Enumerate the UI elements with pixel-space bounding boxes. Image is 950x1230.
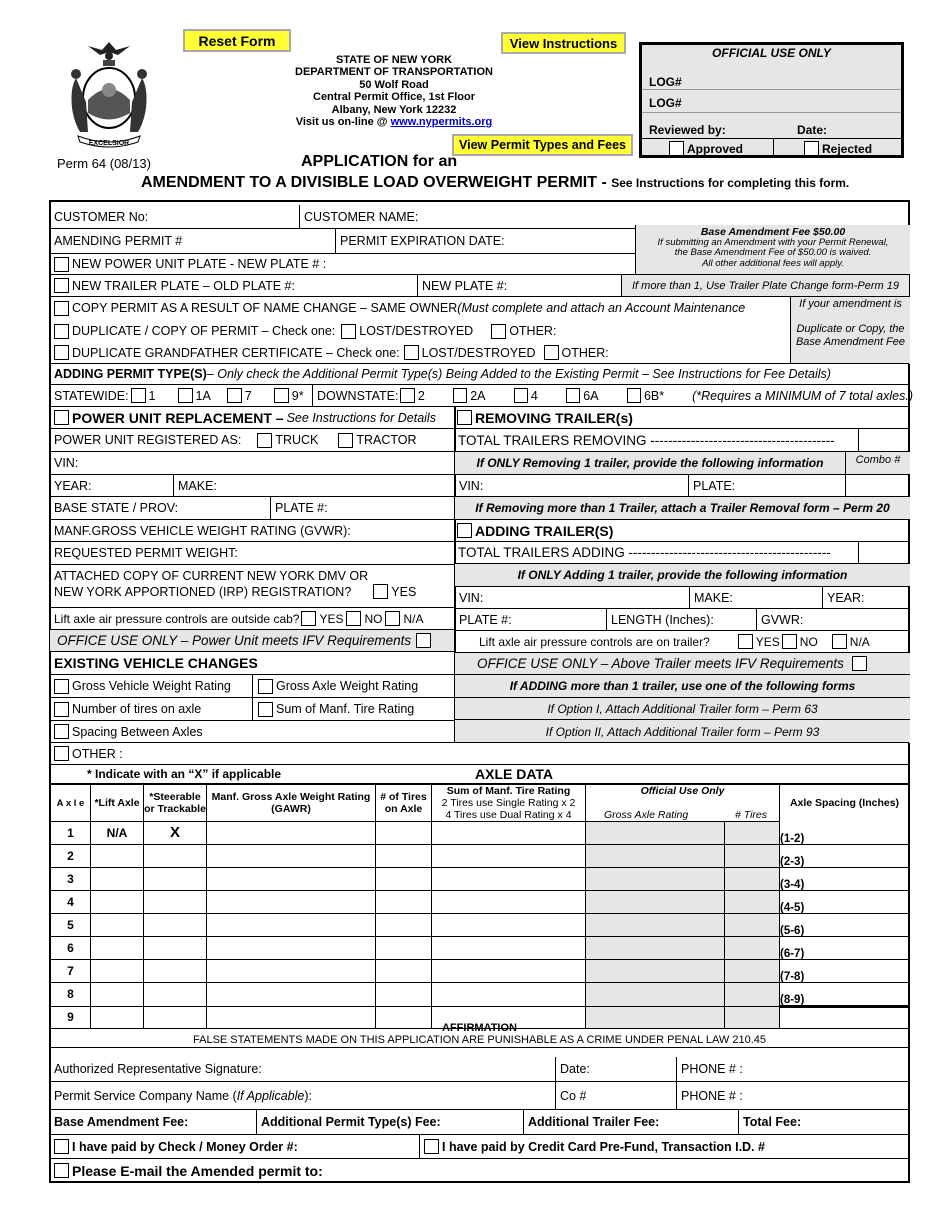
credit-card-checkbox[interactable] [424, 1139, 439, 1154]
tire-rating-cell[interactable] [432, 844, 586, 867]
tires-cell[interactable] [376, 844, 432, 867]
axle-number: 7 [51, 959, 91, 982]
lift-axle-cell[interactable]: N/A [91, 822, 144, 845]
axle-number: 4 [51, 890, 91, 913]
existing-row-2: Number of tires on axle Sum of Manf. Tire Rating [50, 698, 454, 721]
combo-field[interactable] [845, 475, 910, 497]
trailer-fee-field[interactable]: Additional Trailer Fee: [528, 1115, 660, 1129]
power-unit-year-field[interactable]: YEAR: [54, 478, 92, 493]
axle-row [51, 959, 910, 982]
cab-yes-checkbox[interactable] [301, 611, 316, 626]
power-unit-plate-field[interactable]: PLATE #: [275, 501, 328, 515]
statewide-7-checkbox[interactable] [227, 388, 242, 403]
axle-spacing-cell[interactable]: (2-3) [780, 844, 910, 867]
customer-name-field[interactable]: CUSTOMER NAME: [304, 209, 419, 224]
gawr-cell[interactable] [207, 982, 376, 1006]
statewide-9-checkbox[interactable] [274, 388, 289, 403]
customer-no-field[interactable]: CUSTOMER No: [54, 209, 149, 224]
existing-other-row: OTHER : [50, 743, 909, 765]
signature-field[interactable]: Authorized Representative Signature: [54, 1062, 262, 1076]
official-gross-cell[interactable] [586, 959, 725, 982]
grandfather-row: DUPLICATE GRANDFATHER CERTIFICATE – Check one: LOST/DESTROYED OTHER: [50, 342, 909, 364]
axle-number: 1 [51, 822, 91, 845]
payment-row: I have paid by Check / Money Order #: I have paid by Credit Card Pre-Fund, Transaction I.D. # [50, 1135, 909, 1159]
adding-gvwr-field[interactable]: GVWR: [761, 612, 804, 627]
trailer-plate-row: NEW TRAILER PLATE – OLD PLATE #: NEW PLATE #: If more than 1, Use Trailer Plate Change form-Perm 19 [50, 275, 909, 297]
gawr-cell[interactable] [207, 959, 376, 982]
official-gross-cell[interactable] [586, 936, 725, 959]
registered-as-row: POWER UNIT REGISTERED AS: TRUCK TRACTOR [50, 429, 454, 452]
official-gross-cell[interactable] [586, 982, 725, 1006]
axle-number: 6 [51, 936, 91, 959]
option2-note: If Option II, Attach Additional Trailer form – Perm 93 [455, 720, 910, 743]
axle-row [51, 982, 910, 1006]
axle-number: 9 [51, 1006, 91, 1028]
official-tires-cell[interactable] [725, 844, 780, 867]
official-tires-cell[interactable] [725, 959, 780, 982]
official-gross-cell[interactable] [586, 867, 725, 890]
duplicate-row: DUPLICATE / COPY OF PERMIT – Check one: LOST/DESTROYED OTHER: [50, 320, 790, 342]
base-fee-field[interactable]: Base Amendment Fee: [54, 1115, 189, 1129]
axle-spacing-cell[interactable]: (4-5) [780, 890, 910, 913]
lift-axle-cab-row: Lift axle air pressure controls are outside cab? YES NO N/A [50, 608, 454, 630]
existing-sum-checkbox[interactable] [258, 702, 273, 717]
steerable-cell[interactable] [144, 959, 207, 982]
axle-row [51, 913, 910, 936]
date-field[interactable]: Date: [560, 1062, 590, 1076]
official-tires-cell[interactable] [725, 936, 780, 959]
steerable-cell[interactable] [144, 867, 207, 890]
gawr-cell[interactable] [207, 867, 376, 890]
lift-axle-cell[interactable] [91, 959, 144, 982]
tire-rating-cell[interactable] [432, 959, 586, 982]
trailer-office-use: OFFICE USE ONLY – Above Trailer meets IFV Requirements [455, 653, 910, 675]
official-tires-cell[interactable] [725, 982, 780, 1006]
official-gross-cell[interactable] [586, 844, 725, 867]
email-checkbox[interactable] [54, 1163, 69, 1178]
new-plate-field[interactable]: NEW PLATE #: [422, 278, 508, 293]
view-instructions-button[interactable]: View Instructions [501, 32, 626, 54]
adding-plate-field[interactable]: PLATE #: [459, 612, 512, 627]
website-link[interactable]: www.nypermits.org [390, 116, 493, 129]
grandfather-other-checkbox[interactable] [544, 345, 559, 360]
existing-gawr-checkbox[interactable] [258, 679, 273, 694]
power-unit-ifv-checkbox[interactable] [416, 633, 431, 648]
signature-row [50, 1057, 909, 1082]
total-removing-field[interactable]: TOTAL TRAILERS REMOVING ----------------------------------------- [455, 429, 910, 452]
name-change-checkbox[interactable] [54, 301, 69, 316]
adding-more-note: If ADDING more than 1 trailer, use one of the following forms [455, 675, 910, 698]
duplicate-checkbox[interactable] [54, 324, 69, 339]
dmv-registration-row: ATTACHED COPY OF CURRENT NEW YORK DMV OR NEW YORK APPORTIONED (IRP) REGISTRATION? YES [50, 565, 454, 608]
duplicate-lost-checkbox[interactable] [341, 324, 356, 339]
adding-permit-types-heading: ADDING PERMIT TYPE(S) – Only check the Additional Permit Type(s) Being Added to the Existing Permit – See Instructions for Fee Details) [50, 364, 909, 385]
trailer-lift-yes-checkbox[interactable] [738, 634, 753, 649]
option1-note: If Option I, Attach Additional Trailer form – Perm 63 [455, 698, 910, 720]
tires-cell[interactable] [376, 822, 432, 845]
axle-spacing-cell[interactable]: (3-4) [780, 867, 910, 890]
trailer-lift-na-checkbox[interactable] [832, 634, 847, 649]
trailer-lift-no-checkbox[interactable] [782, 634, 797, 649]
tire-rating-cell[interactable] [432, 867, 586, 890]
axle-spacing-cell[interactable]: (1-2) [780, 822, 910, 845]
official-gross-cell[interactable] [586, 913, 725, 936]
total-fee-field[interactable]: Total Fee: [743, 1115, 802, 1129]
axle-data-table: A x l e *Lift Axle *Steerable or Trackable Manf. Gross Axle Weight Rating (GAWR) # of Tires on Axle Sum of Manf. Tire Rating 2 Tires use Single Rating x 2 4 Tires use Dual Rating x 4 Official Use Only Gross Axle Rating # Tires Axle Spacing (Inches) 1 N/A X (1-2) 2 (2-3) 3 (3-4) 4 (4-5) 5 (5-6) 6 (6-7) 7 (7-8) 8 (8-9) 9 [50, 784, 910, 1029]
trailer-column: REMOVING TRAILER(s) TOTAL TRAILERS REMOVING ----------------------------------------- If ONLY Removing 1 trailer, provide the following information Combo # VIN: PLATE: If Removing more than 1 Trailer, attach a Trailer Removal form – Perm 20 ADDING TRAILER(S) TOTAL TRAILERS ADDING --------------------------------------------- If ONLY Adding 1 trailer, provide the following information VIN: MAKE: YEAR: PLATE #: LENGTH (Inches): GVWR: Lift axle air pressure controls are on trailer? YES NO N/A OFFICE USE ONLY – Above Trailer meets IFV Requirements If ADDING more than 1 trailer, use one of the following forms If Option I, Attach Additional Trailer form – Perm 63 If Option II, Attach Additional Trailer form – Perm 93 [455, 407, 910, 743]
official-tires-cell[interactable] [725, 822, 780, 845]
cab-no-checkbox[interactable] [346, 611, 361, 626]
affirmation: AFFIRMATION FALSE STATEMENTS MADE ON THIS APPLICATION ARE PUNISHABLE AS A CRIME UNDER PENAL LAW 210.45 [193, 1022, 766, 1046]
power-unit-replacement-checkbox[interactable] [54, 410, 69, 425]
adding-length-field[interactable]: LENGTH (Inches): [611, 612, 714, 627]
expiration-date-field[interactable]: PERMIT EXPIRATION DATE: [340, 234, 505, 248]
statewide-1a-checkbox[interactable] [178, 388, 193, 403]
tire-rating-cell[interactable] [432, 890, 586, 913]
gawr-cell[interactable] [207, 890, 376, 913]
steerable-cell[interactable]: X [144, 822, 207, 845]
approved-checkbox[interactable] [669, 141, 684, 156]
axle-row [51, 822, 910, 845]
adding-vin-field[interactable]: VIN: [459, 590, 484, 605]
tire-rating-cell[interactable] [432, 822, 586, 845]
form-id: Perm 64 (08/13) [57, 156, 151, 171]
steerable-cell[interactable] [144, 890, 207, 913]
existing-gvwr-checkbox[interactable] [54, 679, 69, 694]
tires-cell[interactable] [376, 982, 432, 1006]
co-number-field[interactable]: Co # [560, 1088, 587, 1103]
official-gross-cell[interactable] [586, 890, 725, 913]
reset-form-button[interactable]: Reset Form [183, 29, 291, 52]
gawr-cell[interactable] [207, 822, 376, 845]
axle-spacing-cell[interactable]: (8-9) [780, 982, 910, 1006]
removing-trailer-checkbox[interactable] [457, 410, 472, 425]
email-row: Please E-mail the Amended permit to: [50, 1159, 909, 1182]
tires-cell[interactable] [376, 867, 432, 890]
lift-axle-cell[interactable] [91, 982, 144, 1006]
axle-spacing-cell[interactable]: (6-7) [780, 936, 910, 959]
state-plate-row [50, 497, 454, 520]
downstate-6b-checkbox[interactable] [627, 388, 641, 403]
tires-cell[interactable] [376, 936, 432, 959]
gawr-cell[interactable] [207, 936, 376, 959]
axle-row [51, 844, 910, 867]
company-row [50, 1082, 909, 1110]
axle-heading-row: * Indicate with an “X” if applicable AXLE DATA [50, 765, 909, 784]
page-title: AMENDMENT TO A DIVISIBLE LOAD OVERWEIGHT PERMIT - See Instructions for completing this form. [141, 174, 850, 191]
title-line1: APPLICATION for an [301, 153, 458, 170]
steerable-cell[interactable] [144, 982, 207, 1006]
state-seal [58, 38, 160, 150]
steerable-cell[interactable] [144, 844, 207, 867]
power-unit-vin-field[interactable]: VIN: [50, 452, 454, 475]
grandfather-checkbox[interactable] [54, 345, 69, 360]
additional-fee-field[interactable]: Additional Permit Type(s) Fee: [261, 1115, 441, 1129]
tire-rating-cell[interactable] [432, 936, 586, 959]
tire-rating-cell[interactable] [432, 982, 586, 1006]
check-payment-checkbox[interactable] [54, 1139, 69, 1154]
axle-spacing-cell[interactable]: (7-8) [780, 959, 910, 982]
statewide-1-checkbox[interactable] [131, 388, 146, 403]
combo-label: Combo # [845, 452, 910, 475]
existing-row-3: Spacing Between Axles [50, 721, 454, 743]
official-gross-cell[interactable] [586, 822, 725, 845]
view-permit-types-button[interactable]: View Permit Types and Fees [452, 134, 633, 156]
company-name-field[interactable]: Permit Service Company Name ( If Applicable ): [54, 1088, 312, 1103]
grandfather-lost-checkbox[interactable] [404, 345, 419, 360]
requested-weight-field[interactable]: REQUESTED PERMIT WEIGHT: [50, 542, 454, 565]
axle-number: 2 [51, 844, 91, 867]
axle-spacing-cell[interactable]: (5-6) [780, 913, 910, 936]
trailer-plate-checkbox[interactable] [54, 278, 69, 293]
existing-tires-checkbox[interactable] [54, 702, 69, 717]
downstate-2a-checkbox[interactable] [453, 388, 467, 403]
power-unit-plate-row: NEW POWER UNIT PLATE - NEW PLATE # : [50, 254, 635, 275]
removing-plate-field[interactable]: PLATE: [693, 478, 736, 493]
tires-cell[interactable] [376, 959, 432, 982]
name-change-row: COPY PERMIT AS A RESULT OF NAME CHANGE – SAME OWNER (Must complete and attach an Account Maintenance [50, 297, 790, 319]
official-tires-cell[interactable] [725, 913, 780, 936]
base-fee-box: Base Amendment Fee $50.00 If submitting an Amendment with your Permit Renewal, the Base Amendment Fee of $50.00 is waived. All other additional fees will apply. [635, 225, 910, 275]
lift-axle-cell[interactable] [91, 844, 144, 867]
existing-spacing-checkbox[interactable] [54, 724, 69, 739]
lift-axle-cell[interactable] [91, 867, 144, 890]
adding-only1-note: If ONLY Adding 1 trailer, provide the following information [455, 564, 910, 587]
tires-cell[interactable] [376, 890, 432, 913]
steerable-cell[interactable] [144, 936, 207, 959]
axle-row [51, 890, 910, 913]
tire-rating-cell[interactable] [432, 913, 586, 936]
official-use-box: OFFICIAL USE ONLY LOG# LOG# Reviewed by: Date: Approved Rejected [639, 42, 904, 158]
adding-trailer-checkbox[interactable] [457, 523, 472, 538]
adding-make-field[interactable]: MAKE: [694, 590, 733, 605]
power-unit-office-use: OFFICE USE ONLY – Power Unit meets IFV Requirements [50, 630, 454, 652]
adding-year-field[interactable]: YEAR: [827, 590, 865, 605]
fees-row [50, 1110, 909, 1135]
lift-axle-cell[interactable] [91, 890, 144, 913]
gawr-cell[interactable] [207, 844, 376, 867]
tires-cell[interactable] [376, 913, 432, 936]
axle-number: 3 [51, 867, 91, 890]
phone-field[interactable]: PHONE # : [681, 1062, 743, 1076]
gvwr-field[interactable]: MANF.GROSS VEHICLE WEIGHT RATING (GVWR): [50, 520, 454, 542]
removing-vin-field[interactable]: VIN: [459, 478, 484, 493]
trailer-lift-row: Lift axle air pressure controls are on trailer? YES NO N/A [455, 631, 910, 653]
truck-checkbox[interactable] [257, 433, 272, 448]
existing-changes-heading: EXISTING VEHICLE CHANGES [50, 652, 454, 675]
amending-permit-field[interactable]: AMENDING PERMIT # [54, 234, 183, 248]
official-tires-cell[interactable] [725, 867, 780, 890]
duplicate-other-checkbox[interactable] [491, 324, 506, 339]
total-adding-field[interactable]: TOTAL TRAILERS ADDING --------------------------------------------- [455, 542, 910, 564]
axle-number: 5 [51, 913, 91, 936]
axle-row [51, 936, 910, 959]
axle-row [51, 867, 910, 890]
existing-row-1: Gross Vehicle Weight Rating Gross Axle Weight Rating [50, 675, 454, 698]
downstate-2-checkbox[interactable] [400, 388, 414, 403]
downstate-4-checkbox[interactable] [514, 388, 528, 403]
trailer-ifv-checkbox[interactable] [852, 656, 867, 671]
svg-text:EXCELSIOR: EXCELSIOR [88, 140, 130, 147]
rejected-checkbox[interactable] [804, 141, 819, 156]
removing-only1-note: If ONLY Removing 1 trailer, provide the following information [455, 452, 845, 475]
steerable-cell[interactable] [144, 913, 207, 936]
year-make-row [50, 475, 454, 497]
base-state-field[interactable]: BASE STATE / PROV: [54, 501, 179, 515]
cab-na-checkbox[interactable] [385, 611, 400, 626]
official-tires-cell[interactable] [725, 890, 780, 913]
agency-address: STATE OF NEW YORK DEPARTMENT OF TRANSPORTATION 50 Wolf Road Central Permit Office, 1st Floor Albany, New York 12232 Visit us on-line @ www.nypermits.org [295, 54, 493, 129]
permit-types-row: STATEWIDE: 1 1A 7 9* DOWNSTATE: 2 2A 4 6A 6B* (*Requires a MINIMUM of 7 total axles.) [50, 385, 909, 407]
power-unit-title-row: POWER UNIT REPLACEMENT – See Instructions for Details [50, 407, 454, 429]
axle-number: 8 [51, 982, 91, 1006]
lift-axle-cell[interactable] [91, 913, 144, 936]
duplicate-fee-note: If your amendment is Duplicate or Copy, the Base Amendment Fee [790, 297, 910, 364]
downstate-6a-checkbox[interactable] [566, 388, 580, 403]
power-unit-plate-checkbox[interactable] [54, 257, 69, 272]
removing-more-note: If Removing more than 1 Trailer, attach a Trailer Removal form – Perm 20 [455, 497, 910, 520]
gawr-cell[interactable] [207, 913, 376, 936]
tractor-checkbox[interactable] [338, 433, 353, 448]
lift-axle-cell[interactable] [91, 936, 144, 959]
phone2-field[interactable]: PHONE # : [681, 1088, 743, 1103]
power-unit-make-field[interactable]: MAKE: [178, 478, 217, 493]
dmv-yes-checkbox[interactable] [373, 584, 388, 599]
existing-other-checkbox[interactable] [54, 746, 69, 761]
